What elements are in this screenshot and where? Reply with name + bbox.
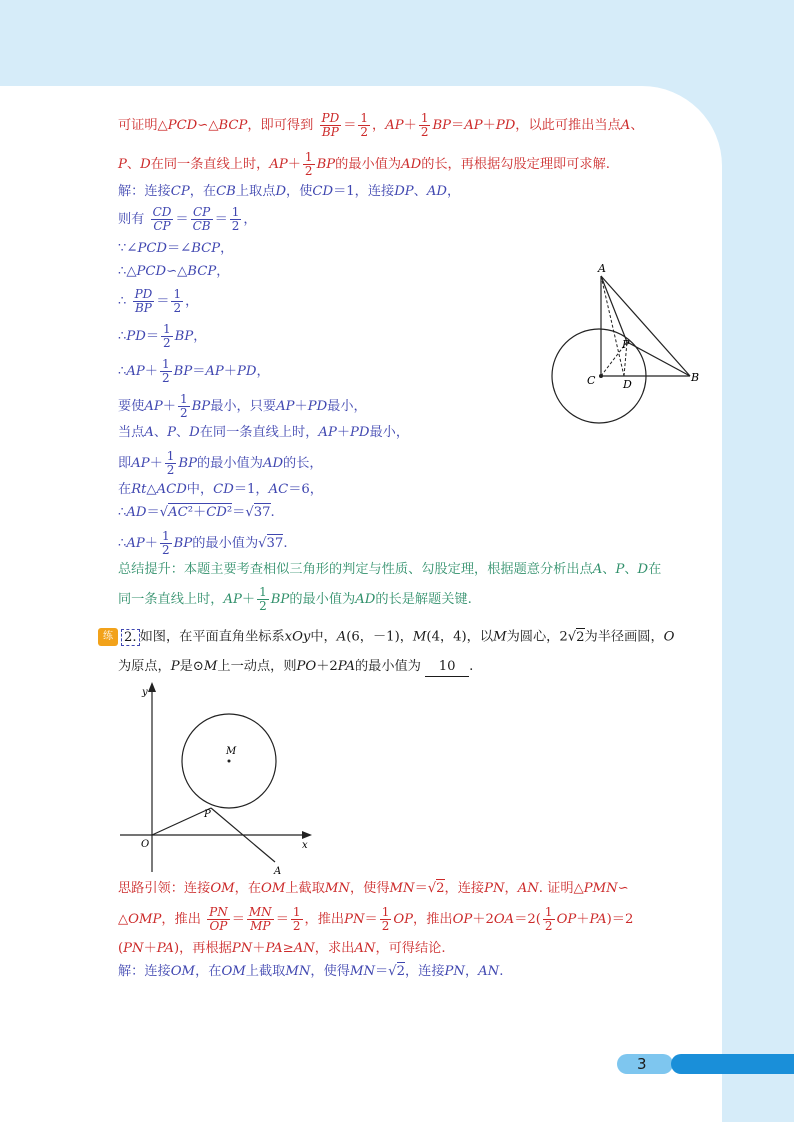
- label-a2: A: [274, 866, 282, 876]
- sol-line-12: ∴AD＝√AC²＋CD²＝√37.: [118, 505, 275, 520]
- label-x: x: [302, 840, 308, 851]
- figure-triangle-circle: [540, 258, 715, 428]
- label-m: M: [226, 746, 237, 757]
- page-number: 3: [637, 1055, 647, 1073]
- y-axis-arrow: [148, 682, 156, 692]
- sol-line-6: ∴PD＝ $\frac{1}{2}$ BP，: [118, 322, 207, 350]
- sol-line-1: 解：连接CP，在CB上取点D，使CD＝1，连接DP、AD，: [118, 184, 461, 199]
- sol-line-3: ∵∠PCD＝∠BCP，: [118, 241, 234, 256]
- sol-line-2: 则有 $\frac{CD}{CP}$ ＝ $\frac{CP}{CB}$ ＝ $\frac{1}{2}$ ，: [118, 205, 257, 233]
- label-b: B: [691, 371, 700, 384]
- hint2-line-3: (PN＋PA)，再根据PN＋PA≥AN，求出AN，可得结论.: [118, 941, 446, 956]
- answer-blank: 10: [425, 658, 469, 677]
- label-y: y: [142, 687, 148, 698]
- question-2-line-2: 为原点，P是⊙M上一动点，则PO＋2PA的最小值为 10 .: [118, 658, 473, 677]
- sol-line-9: 当点A、P、D在同一条直线上时，AP＋PD最小，: [118, 425, 410, 440]
- question-2-line-1: 练 2. 如图，在平面直角坐标系xOy中，A(6，－1)，M(4，4)，以M为圆心，2√2为半径画圆，O: [98, 628, 674, 647]
- question-number: 2.: [121, 629, 140, 646]
- label-c: C: [587, 374, 596, 387]
- sol-line-10: 即AP＋ $\frac{1}{2}$ BP的最小值为AD的长，: [118, 449, 323, 477]
- summary-line-2: 同一条直线上时，AP＋ $\frac{1}{2}$ BP的最小值为AD的长是解题关键.: [118, 585, 472, 613]
- hint2-line-2: △OMP，推出 $\frac{PN}{OP}$ ＝ $\frac{MN}{MP}$ ＝ $\frac{1}{2}$ ，推出PN＝ $\frac{1}{2}$ OP，推出OP＋2OA＝2( $\frac{1}{2}$ OP＋PA)＝2: [118, 905, 634, 933]
- hint-line-2: P、D在同一条直线上时，AP＋ $\frac{1}{2}$ BP的最小值为AD的长，再根据勾股定理即可求解.: [118, 150, 611, 178]
- label-d: D: [623, 378, 632, 391]
- page-number-tab: [617, 1052, 794, 1076]
- sol-line-7: ∴AP＋ $\frac{1}{2}$ BP＝AP＋PD，: [118, 357, 270, 385]
- segment-ab: [601, 276, 690, 376]
- x-axis-arrow: [302, 831, 312, 839]
- sol-line-13: ∴AP＋ $\frac{1}{2}$ BP的最小值为√37.: [118, 529, 288, 557]
- sol-line-11: 在Rt△ACD中，CD＝1，AC＝6，: [118, 482, 323, 497]
- sol-line-5: ∴ $\frac{PD}{BP}$ ＝ $\frac{1}{2}$ ，: [118, 287, 199, 315]
- summary-line-1: 总结提升：本题主要考查相似三角形的判定与性质、勾股定理，根据题意分析出点A、P、D在: [118, 562, 662, 577]
- point-c: [599, 374, 603, 378]
- sol-line-8: 要使AP＋ $\frac{1}{2}$ BP最小，只要AP＋PD最小，: [118, 392, 367, 420]
- label-o: O: [141, 839, 150, 850]
- label-a: A: [598, 262, 606, 275]
- sol-line-4: ∴△PCD∽△BCP，: [118, 264, 230, 279]
- label-p2: P: [204, 809, 211, 820]
- figure-coordinate-plane: [116, 680, 322, 876]
- page-number-bar: [671, 1054, 794, 1074]
- segment-op: [152, 808, 211, 835]
- hint2-line-1: 思路引领：连接OM，在OM上截取MN，使得MN＝√2，连接PN，AN. 证明△PMN∽: [118, 881, 629, 896]
- segment-pb: [627, 342, 690, 376]
- practice-badge: 练: [98, 628, 118, 646]
- label-p: P: [622, 338, 630, 351]
- point-m: [228, 760, 231, 763]
- sol2-line-1: 解：连接OM，在OM上截取MN，使得MN＝√2，连接PN，AN.: [118, 964, 504, 979]
- hint-line-1: 可证明△PCD∽△BCP，即可得到 $\frac{PD}{BP}$ ＝ $\frac{1}{2}$ ，AP＋ $\frac{1}{2}$ BP＝AP＋PD，以此可推出当点A、: [118, 111, 644, 139]
